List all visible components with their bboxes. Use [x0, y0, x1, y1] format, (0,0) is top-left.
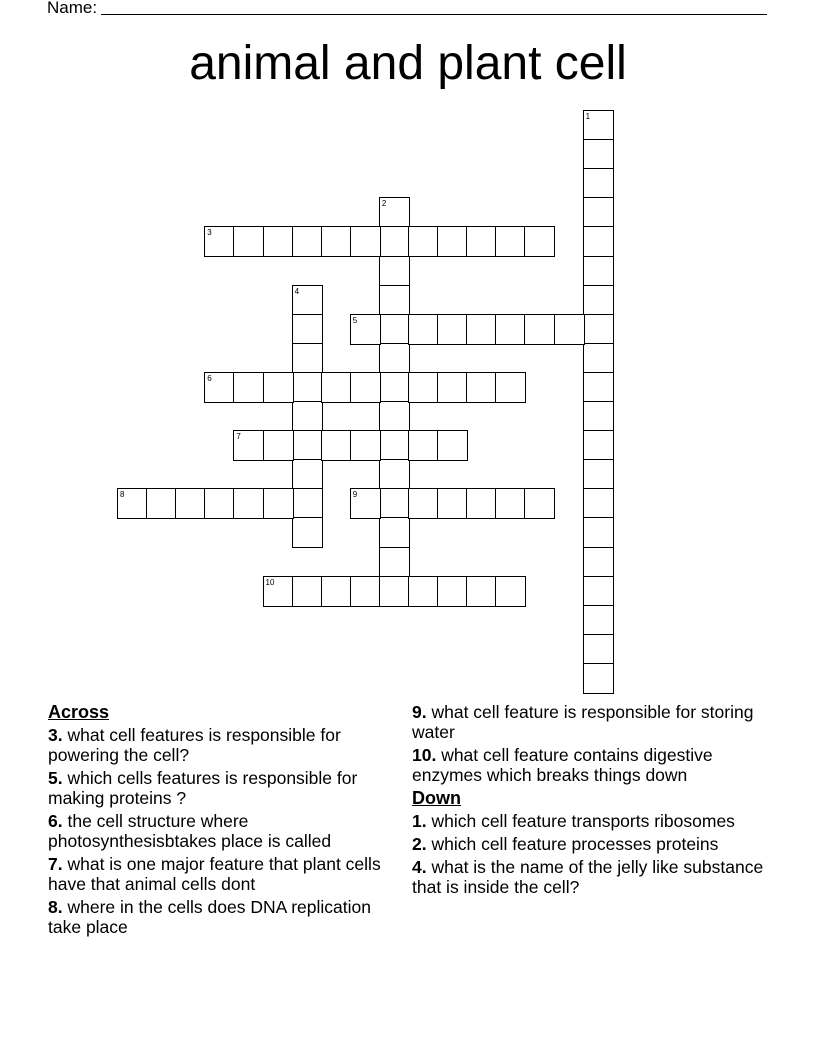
grid-cell[interactable]	[292, 314, 323, 345]
clue-number: 10.	[412, 745, 437, 765]
grid-cell[interactable]	[495, 488, 526, 519]
grid-cell[interactable]	[292, 343, 323, 374]
across-heading: Across	[48, 702, 110, 722]
grid-cell[interactable]	[233, 488, 264, 519]
grid-cell[interactable]	[437, 488, 468, 519]
clue-text: what cell feature is responsible for storing water	[412, 702, 754, 742]
down-clue	[412, 811, 782, 831]
grid-cell[interactable]	[263, 488, 294, 519]
across-clue	[412, 702, 782, 742]
grid-cell[interactable]	[263, 226, 294, 257]
grid-cell[interactable]	[146, 488, 177, 519]
grid-cell[interactable]	[379, 285, 410, 316]
grid-cell[interactable]	[495, 576, 526, 607]
grid-cell[interactable]	[379, 517, 410, 548]
across-clue	[48, 854, 398, 894]
grid-cell[interactable]	[466, 576, 497, 607]
grid-cell[interactable]	[583, 663, 614, 694]
clue-text: where in the cells does DNA replication take place	[48, 897, 371, 937]
clue-number: 8	[120, 490, 125, 500]
grid-cell[interactable]	[583, 605, 614, 636]
grid-cell[interactable]	[554, 314, 585, 345]
clue-number: 3.	[48, 725, 63, 745]
clue-number: 5.	[48, 768, 63, 788]
grid-cell[interactable]	[292, 372, 323, 403]
grid-cell[interactable]	[379, 401, 410, 432]
page-title: animal and plant cell	[189, 37, 627, 90]
clue-number: 7.	[48, 854, 63, 874]
down-heading: Down	[412, 788, 461, 808]
grid-cell[interactable]	[204, 372, 235, 403]
clue-number: 6	[207, 373, 212, 383]
grid-cell[interactable]	[583, 285, 614, 316]
clue-text: the cell structure where photosynthesisbtakes place is called	[48, 811, 332, 851]
grid-cell[interactable]	[466, 226, 497, 257]
grid-cell[interactable]	[292, 430, 323, 461]
grid-cell[interactable]	[379, 576, 410, 607]
grid-cell[interactable]	[408, 430, 439, 461]
clue-number: 3	[207, 228, 212, 238]
grid-cell[interactable]	[408, 576, 439, 607]
grid-cell[interactable]	[408, 488, 439, 519]
grid-cell[interactable]	[583, 110, 614, 141]
clue-number: 4.	[412, 857, 427, 877]
grid-cell[interactable]	[408, 372, 439, 403]
clue-text: which cell feature processes proteins	[426, 834, 719, 854]
clue-number: 5	[352, 315, 358, 325]
clue-number: 1.	[412, 811, 427, 831]
across-clue-list-continued	[412, 702, 782, 785]
grid-cell[interactable]	[350, 430, 381, 461]
grid-cell[interactable]	[379, 314, 410, 345]
clue-number: 9	[352, 490, 358, 500]
grid-cell[interactable]	[583, 197, 614, 228]
grid-cell[interactable]	[263, 576, 294, 607]
grid-cell[interactable]	[292, 459, 323, 490]
grid-cell[interactable]	[350, 372, 381, 403]
grid-cell[interactable]	[117, 488, 148, 519]
grid-cell[interactable]	[583, 634, 614, 665]
grid-cell[interactable]	[263, 372, 294, 403]
clue-text: what cell features is responsible for powering the cell?	[48, 725, 341, 765]
grid-cell[interactable]	[350, 488, 381, 519]
clue-text: which cells features is responsible for making proteins ?	[48, 768, 358, 808]
grid-cell[interactable]	[321, 430, 352, 461]
across-clue	[48, 897, 398, 937]
grid-cell[interactable]	[408, 314, 439, 345]
grid-cell[interactable]	[583, 547, 614, 578]
grid-cell[interactable]	[437, 226, 468, 257]
across-clue-list	[48, 725, 398, 937]
grid-cell[interactable]	[524, 314, 555, 345]
grid-cell[interactable]	[583, 139, 614, 170]
grid-cell[interactable]	[583, 401, 614, 432]
grid-cell[interactable]	[292, 285, 323, 316]
grid-cell[interactable]	[583, 430, 614, 461]
across-clue	[48, 811, 398, 851]
grid-cell[interactable]	[292, 517, 323, 548]
clue-text: which cell feature transports ribosomes	[426, 811, 735, 831]
grid-cell[interactable]	[379, 256, 410, 287]
grid-cell[interactable]	[583, 372, 614, 403]
grid-cell[interactable]	[466, 314, 497, 345]
across-clue	[48, 725, 398, 765]
grid-cell[interactable]	[583, 168, 614, 199]
grid-cell[interactable]	[524, 226, 555, 257]
clue-number: 2	[381, 199, 387, 209]
clue-text: what is one major feature that plant cells have that animal cells dont	[48, 854, 381, 894]
clue-text: what cell feature contains digestive enzymes which breaks things down	[412, 745, 713, 785]
down-clue	[412, 834, 782, 854]
clue-number: 2.	[412, 834, 427, 854]
grid-cell[interactable]	[466, 372, 497, 403]
grid-cell[interactable]	[495, 226, 526, 257]
grid-cell[interactable]	[350, 226, 381, 257]
grid-cell[interactable]	[495, 314, 526, 345]
clue-number: 10	[265, 577, 275, 587]
grid-cell[interactable]	[583, 226, 614, 257]
grid-cell[interactable]	[437, 314, 468, 345]
grid-cell[interactable]	[204, 488, 235, 519]
grid-cell[interactable]	[524, 488, 555, 519]
grid-cell[interactable]	[379, 459, 410, 490]
grid-cell[interactable]	[437, 372, 468, 403]
clue-number: 7	[236, 432, 241, 442]
grid-cell[interactable]	[408, 226, 439, 257]
grid-cell[interactable]	[292, 226, 323, 257]
grid-cell[interactable]	[379, 547, 410, 578]
clue-number: 4	[294, 286, 300, 296]
across-clue	[412, 745, 782, 785]
grid-cell[interactable]	[437, 576, 468, 607]
across-clue	[48, 768, 398, 808]
grid-cell[interactable]	[263, 430, 294, 461]
grid-cell[interactable]	[583, 517, 614, 548]
grid-cell[interactable]	[292, 488, 323, 519]
grid-cell[interactable]	[321, 226, 352, 257]
grid-cell[interactable]	[379, 226, 410, 257]
grid-cell[interactable]	[583, 488, 614, 519]
clue-number: 6.	[48, 811, 63, 831]
grid-cell[interactable]	[321, 372, 352, 403]
clue-text: what is the name of the jelly like substance that is inside the cell?	[412, 857, 764, 897]
grid-cell[interactable]	[583, 256, 614, 287]
grid-cell[interactable]	[379, 197, 410, 228]
grid-cell[interactable]	[233, 372, 264, 403]
grid-cell[interactable]	[350, 314, 381, 345]
grid-cell[interactable]	[204, 226, 235, 257]
grid-cell[interactable]	[321, 576, 352, 607]
name-label: Name:	[47, 0, 98, 17]
grid-cell[interactable]	[495, 372, 526, 403]
grid-cell[interactable]	[233, 430, 264, 461]
clue-number: 9.	[412, 702, 427, 722]
grid-cell[interactable]	[437, 430, 468, 461]
grid-cell[interactable]	[379, 430, 410, 461]
down-clue-list	[412, 811, 782, 897]
grid-cell[interactable]	[466, 488, 497, 519]
clue-number: 1	[585, 112, 591, 121]
down-clue	[412, 857, 782, 897]
grid-cell[interactable]	[233, 226, 264, 257]
clue-number: 8.	[48, 897, 63, 917]
grid-cell[interactable]	[583, 314, 614, 345]
grid-cell[interactable]	[583, 343, 614, 374]
grid-cell[interactable]	[583, 459, 614, 490]
grid-cell[interactable]	[379, 343, 410, 374]
grid-cell[interactable]	[292, 401, 323, 432]
grid-cell[interactable]	[292, 576, 323, 607]
grid-cell[interactable]	[379, 372, 410, 403]
grid-cell[interactable]	[583, 576, 614, 607]
clues-right-column	[412, 702, 782, 900]
grid-cell[interactable]	[175, 488, 206, 519]
clues-left-column	[48, 702, 398, 940]
grid-cell[interactable]	[350, 576, 381, 607]
grid-cell[interactable]	[379, 488, 410, 519]
